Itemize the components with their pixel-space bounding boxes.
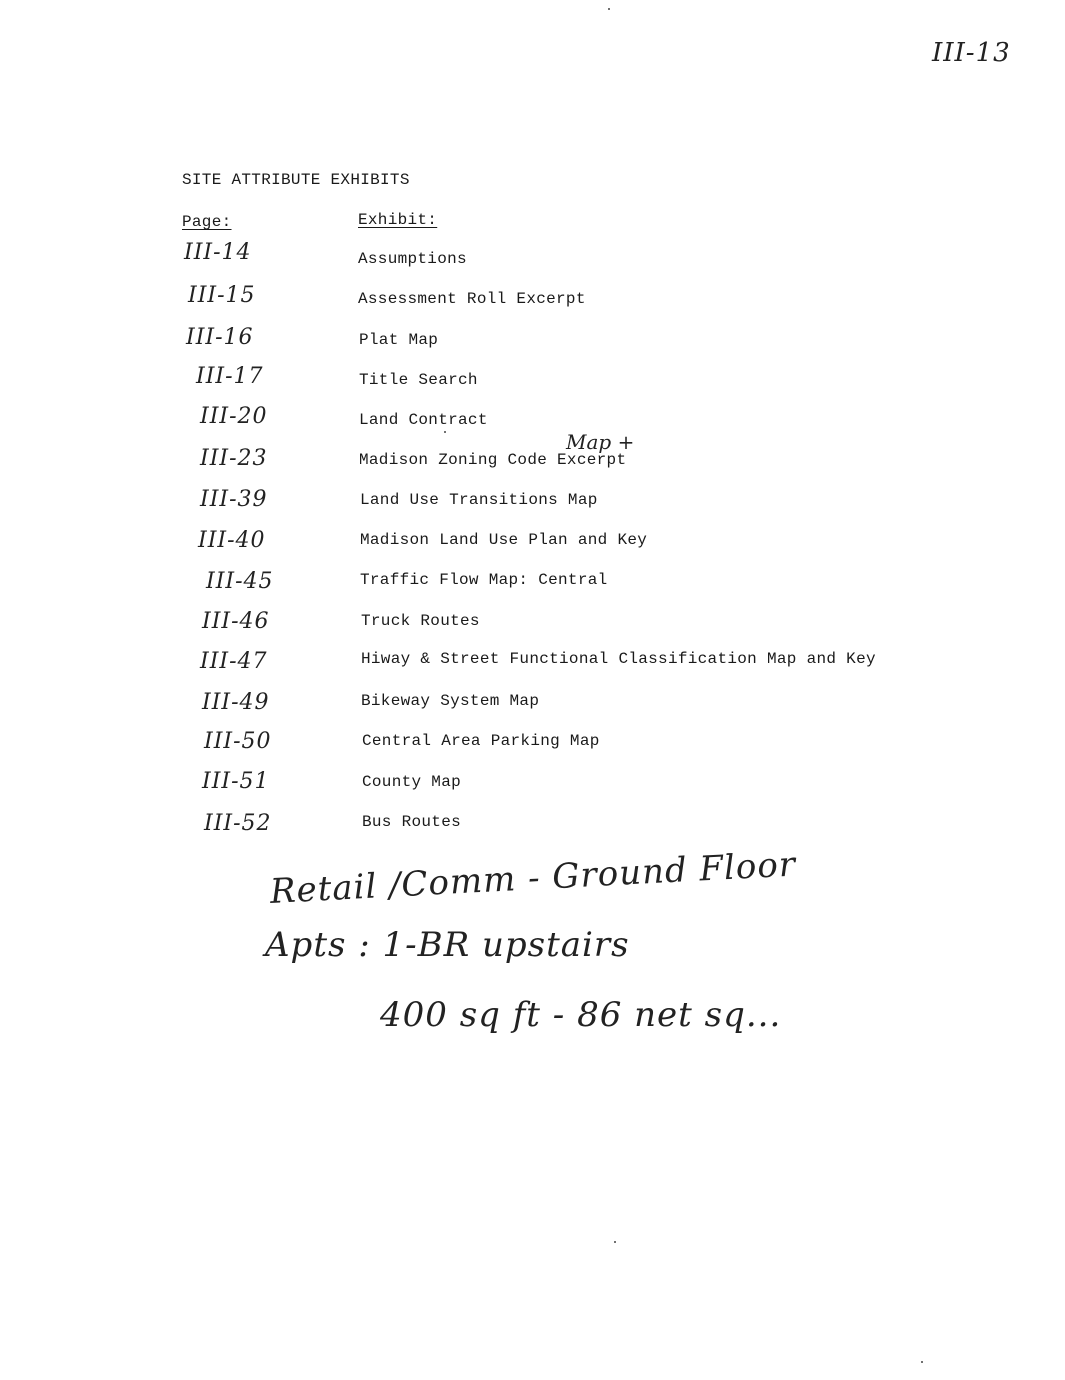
row-exhibit-title: Assumptions — [358, 250, 467, 268]
handwritten-note-line-2: Apts : 1-BR upstairs — [265, 925, 630, 965]
row-exhibit-title: Madison Land Use Plan and Key — [360, 531, 648, 549]
handwritten-insert-annotation: Map + — [566, 430, 635, 454]
row-page-number: III-20 — [200, 404, 268, 429]
row-page-number: III-45 — [206, 569, 274, 594]
row-page-number: III-39 — [200, 487, 268, 512]
row-page-number: III-50 — [204, 729, 272, 754]
row-page-number: III-17 — [196, 364, 264, 389]
row-exhibit-title: County Map — [362, 773, 462, 791]
row-exhibit-title: Traffic Flow Map: Central — [360, 571, 608, 589]
row-exhibit-title: Bus Routes — [362, 813, 462, 831]
document-title: SITE ATTRIBUTE EXHIBITS — [182, 171, 410, 189]
exhibit-column-header: Exhibit: — [358, 211, 438, 229]
scan-speck — [444, 431, 446, 433]
row-exhibit-title: Title Search — [359, 371, 478, 389]
row-exhibit-title: Plat Map — [359, 331, 439, 349]
row-page-number: III-15 — [188, 283, 256, 308]
scan-speck — [921, 1361, 923, 1363]
row-exhibit-title: Land Use Transitions Map — [360, 491, 598, 509]
scan-speck — [608, 8, 610, 10]
row-page-number: III-14 — [184, 240, 252, 265]
row-exhibit-title: Bikeway System Map — [361, 692, 540, 710]
corner-page-number: III-13 — [932, 38, 1011, 68]
handwritten-note-line-3: 400 sq ft - 86 net sq... — [380, 995, 782, 1035]
row-exhibit-title: Hiway & Street Functional Classification Map and Key — [361, 650, 876, 668]
row-exhibit-title: Central Area Parking Map — [362, 732, 600, 750]
row-exhibit-title: Madison Zoning Code Excerpt — [359, 451, 627, 469]
row-exhibit-title: Land Contract — [359, 411, 488, 429]
row-exhibit-title: Assessment Roll Excerpt — [358, 290, 586, 308]
row-page-number: III-49 — [202, 690, 270, 715]
row-page-number: III-23 — [200, 446, 268, 471]
handwritten-note-line-1: Retail /Comm - Ground Floor — [268, 844, 797, 912]
row-page-number: III-47 — [200, 649, 268, 674]
row-page-number: III-40 — [198, 528, 266, 553]
row-page-number: III-51 — [202, 769, 270, 794]
row-page-number: III-46 — [202, 609, 270, 634]
row-exhibit-title: Truck Routes — [361, 612, 480, 630]
row-page-number: III-16 — [186, 325, 254, 350]
row-page-number: III-52 — [204, 811, 272, 836]
page-column-header: Page: — [182, 213, 232, 231]
scan-speck — [614, 1241, 616, 1243]
